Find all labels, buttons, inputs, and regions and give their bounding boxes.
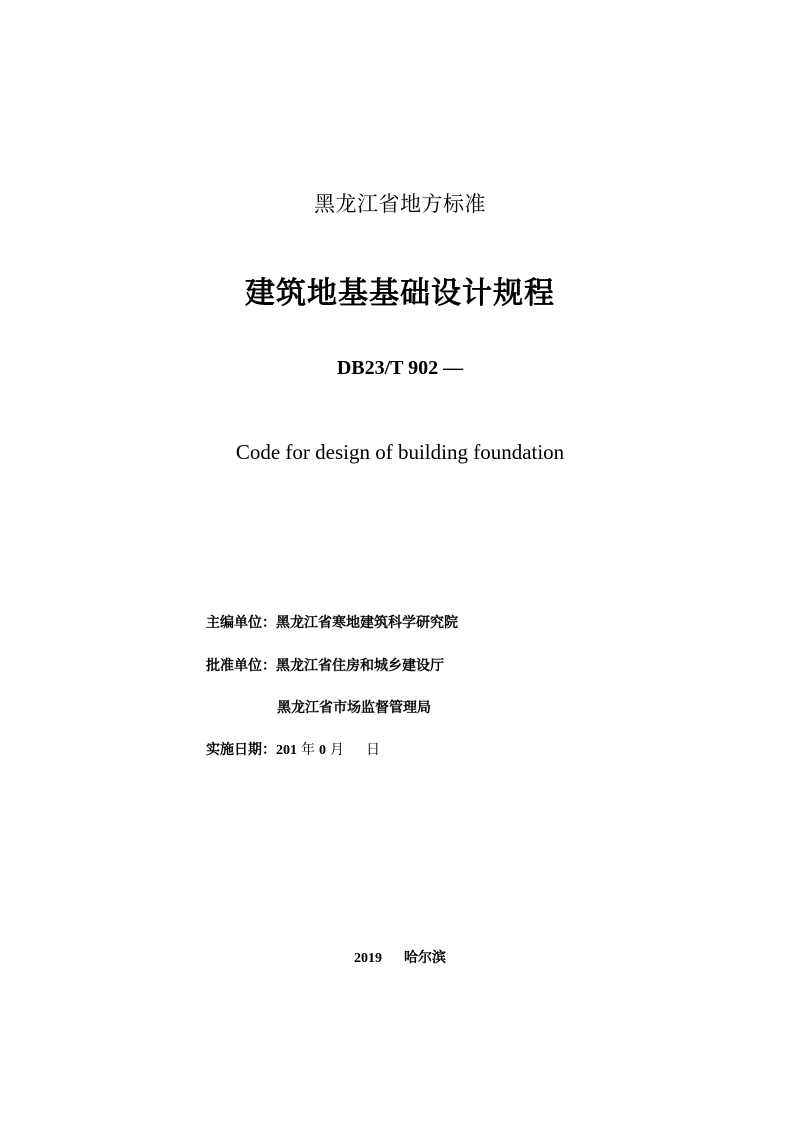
document-title: 建筑地基基础设计规程 [245,276,555,311]
editor-value: 黑龙江省寒地建筑科学研究院 [276,615,458,631]
effective-date-year: 201 [276,743,297,758]
editor-label: 主编单位： [206,615,276,631]
approver-value-2: 黑龙江省市场监督管理局 [277,700,431,716]
publication-city: 哈尔滨 [404,950,446,966]
year-unit: 年 [301,742,315,758]
publication-footer [0,947,800,967]
effective-date-row [206,739,384,759]
day-unit: 日 [366,742,380,758]
standard-number: DB23/T 902 — [336,357,464,379]
english-title: Code for design of building foundation [235,440,565,464]
effective-date-label: 实施日期： [206,742,276,758]
series-title: 黑龙江省地方标准 [314,192,486,216]
editor-row [206,612,458,632]
publication-year: 2019 [354,951,382,966]
month-unit: 月 [330,742,344,758]
approver-label: 批准单位： [206,658,276,674]
approver-row-2 [277,697,431,717]
approver-row [206,655,444,675]
effective-date-month: 0 [319,743,326,758]
approver-value-1: 黑龙江省住房和城乡建设厅 [276,658,444,674]
